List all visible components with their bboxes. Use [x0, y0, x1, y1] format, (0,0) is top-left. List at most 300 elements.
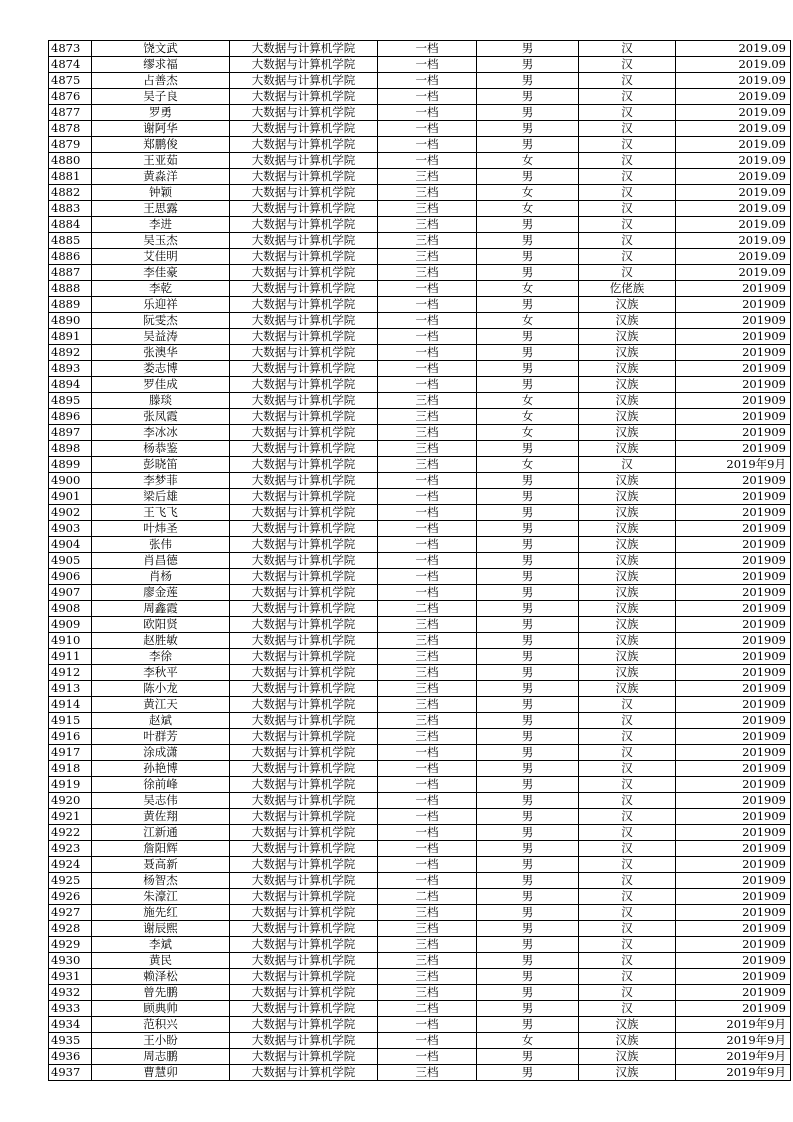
aid-level-cell: 一档: [378, 809, 477, 825]
college-cell: 大数据与计算机学院: [230, 905, 378, 921]
aid-level-cell: 三档: [378, 169, 477, 185]
row-number-cell: 4886: [49, 249, 92, 265]
row-number-cell: 4878: [49, 121, 92, 137]
ethnicity-cell: 汉: [579, 889, 676, 905]
college-cell: 大数据与计算机学院: [230, 697, 378, 713]
table-row: [49, 825, 791, 841]
college-cell: 大数据与计算机学院: [230, 329, 378, 345]
enrollment-date-cell: 201909: [676, 649, 791, 665]
row-number-cell: 4891: [49, 329, 92, 345]
enrollment-date-cell: 201909: [676, 553, 791, 569]
ethnicity-cell: 汉族: [579, 505, 676, 521]
aid-level-cell: 三档: [378, 185, 477, 201]
aid-level-cell: 一档: [378, 153, 477, 169]
student-name-cell: 吴子良: [92, 89, 230, 105]
gender-cell: 男: [477, 473, 579, 489]
gender-cell: 男: [477, 617, 579, 633]
table-row: [49, 953, 791, 969]
row-number-cell: 4909: [49, 617, 92, 633]
college-cell: 大数据与计算机学院: [230, 313, 378, 329]
student-name-cell: 梁后雄: [92, 489, 230, 505]
table-row: [49, 841, 791, 857]
table-row: [49, 1033, 791, 1049]
ethnicity-cell: 汉: [579, 57, 676, 73]
table-row: [49, 297, 791, 313]
student-name-cell: 李秋平: [92, 665, 230, 681]
gender-cell: 男: [477, 825, 579, 841]
table-row: [49, 761, 791, 777]
college-cell: 大数据与计算机学院: [230, 873, 378, 889]
college-cell: 大数据与计算机学院: [230, 153, 378, 169]
enrollment-date-cell: 201909: [676, 921, 791, 937]
ethnicity-cell: 汉族: [579, 441, 676, 457]
gender-cell: 男: [477, 809, 579, 825]
table-row: [49, 857, 791, 873]
enrollment-date-cell: 201909: [676, 297, 791, 313]
enrollment-date-cell: 2019.09: [676, 233, 791, 249]
aid-level-cell: 一档: [378, 361, 477, 377]
gender-cell: 男: [477, 537, 579, 553]
student-name-cell: 涂成潇: [92, 745, 230, 761]
table-row: [49, 313, 791, 329]
student-name-cell: 廖金莲: [92, 585, 230, 601]
gender-cell: 女: [477, 185, 579, 201]
aid-level-cell: 三档: [378, 921, 477, 937]
aid-level-cell: 一档: [378, 297, 477, 313]
table-row: [49, 777, 791, 793]
table-row: [49, 345, 791, 361]
table-row: [49, 281, 791, 297]
gender-cell: 男: [477, 361, 579, 377]
college-cell: 大数据与计算机学院: [230, 1033, 378, 1049]
enrollment-date-cell: 201909: [676, 313, 791, 329]
row-number-cell: 4881: [49, 169, 92, 185]
aid-level-cell: 一档: [378, 537, 477, 553]
gender-cell: 男: [477, 761, 579, 777]
enrollment-date-cell: 201909: [676, 729, 791, 745]
aid-level-cell: 一档: [378, 585, 477, 601]
aid-level-cell: 一档: [378, 137, 477, 153]
gender-cell: 男: [477, 345, 579, 361]
student-name-cell: 张伟: [92, 537, 230, 553]
aid-level-cell: 二档: [378, 1001, 477, 1017]
student-name-cell: 谢阿华: [92, 121, 230, 137]
row-number-cell: 4877: [49, 105, 92, 121]
student-name-cell: 杨智杰: [92, 873, 230, 889]
table-row: [49, 553, 791, 569]
ethnicity-cell: 汉: [579, 937, 676, 953]
row-number-cell: 4905: [49, 553, 92, 569]
table-row: [49, 569, 791, 585]
college-cell: 大数据与计算机学院: [230, 169, 378, 185]
gender-cell: 男: [477, 633, 579, 649]
ethnicity-cell: 汉族: [579, 489, 676, 505]
ethnicity-cell: 汉: [579, 233, 676, 249]
row-number-cell: 4907: [49, 585, 92, 601]
gender-cell: 女: [477, 313, 579, 329]
row-number-cell: 4923: [49, 841, 92, 857]
row-number-cell: 4933: [49, 1001, 92, 1017]
ethnicity-cell: 汉族: [579, 617, 676, 633]
ethnicity-cell: 汉族: [579, 425, 676, 441]
student-name-cell: 曾先鹏: [92, 985, 230, 1001]
aid-level-cell: 一档: [378, 745, 477, 761]
enrollment-date-cell: 2019.09: [676, 73, 791, 89]
gender-cell: 男: [477, 57, 579, 73]
enrollment-date-cell: 2019.09: [676, 217, 791, 233]
student-name-cell: 叶群芳: [92, 729, 230, 745]
row-number-cell: 4913: [49, 681, 92, 697]
college-cell: 大数据与计算机学院: [230, 425, 378, 441]
aid-level-cell: 三档: [378, 633, 477, 649]
ethnicity-cell: 汉: [579, 825, 676, 841]
enrollment-date-cell: 201909: [676, 329, 791, 345]
college-cell: 大数据与计算机学院: [230, 249, 378, 265]
enrollment-date-cell: 201909: [676, 633, 791, 649]
gender-cell: 男: [477, 873, 579, 889]
gender-cell: 女: [477, 201, 579, 217]
table-row: [49, 809, 791, 825]
gender-cell: 女: [477, 425, 579, 441]
row-number-cell: 4920: [49, 793, 92, 809]
table-row: [49, 265, 791, 281]
enrollment-date-cell: 2019.09: [676, 185, 791, 201]
row-number-cell: 4919: [49, 777, 92, 793]
row-number-cell: 4874: [49, 57, 92, 73]
student-name-cell: 李佳豪: [92, 265, 230, 281]
table-row: [49, 633, 791, 649]
table-row: [49, 169, 791, 185]
college-cell: 大数据与计算机学院: [230, 745, 378, 761]
row-number-cell: 4895: [49, 393, 92, 409]
row-number-cell: 4932: [49, 985, 92, 1001]
ethnicity-cell: 汉: [579, 905, 676, 921]
table-row: [49, 201, 791, 217]
student-name-cell: 王飞飞: [92, 505, 230, 521]
college-cell: 大数据与计算机学院: [230, 281, 378, 297]
college-cell: 大数据与计算机学院: [230, 217, 378, 233]
student-name-cell: 周志鹏: [92, 1049, 230, 1065]
row-number-cell: 4917: [49, 745, 92, 761]
aid-level-cell: 一档: [378, 505, 477, 521]
ethnicity-cell: 汉族: [579, 1017, 676, 1033]
college-cell: 大数据与计算机学院: [230, 713, 378, 729]
gender-cell: 男: [477, 249, 579, 265]
aid-level-cell: 三档: [378, 953, 477, 969]
gender-cell: 女: [477, 409, 579, 425]
table-row: [49, 457, 791, 473]
ethnicity-cell: 汉: [579, 745, 676, 761]
enrollment-date-cell: 201909: [676, 489, 791, 505]
gender-cell: 女: [477, 1033, 579, 1049]
college-cell: 大数据与计算机学院: [230, 137, 378, 153]
aid-level-cell: 一档: [378, 41, 477, 57]
enrollment-date-cell: 201909: [676, 361, 791, 377]
student-name-cell: 缪求福: [92, 57, 230, 73]
table-body: [49, 41, 791, 1081]
college-cell: 大数据与计算机学院: [230, 537, 378, 553]
college-cell: 大数据与计算机学院: [230, 361, 378, 377]
table-row: [49, 425, 791, 441]
row-number-cell: 4883: [49, 201, 92, 217]
college-cell: 大数据与计算机学院: [230, 457, 378, 473]
aid-level-cell: 一档: [378, 1017, 477, 1033]
ethnicity-cell: 汉: [579, 873, 676, 889]
row-number-cell: 4898: [49, 441, 92, 457]
enrollment-date-cell: 2019年9月: [676, 1033, 791, 1049]
college-cell: 大数据与计算机学院: [230, 377, 378, 393]
enrollment-date-cell: 2019.09: [676, 249, 791, 265]
student-name-cell: 郑鹏俊: [92, 137, 230, 153]
ethnicity-cell: 汉族: [579, 633, 676, 649]
ethnicity-cell: 汉: [579, 841, 676, 857]
ethnicity-cell: 汉族: [579, 601, 676, 617]
college-cell: 大数据与计算机学院: [230, 473, 378, 489]
table-row: [49, 681, 791, 697]
ethnicity-cell: 汉: [579, 713, 676, 729]
aid-level-cell: 一档: [378, 521, 477, 537]
row-number-cell: 4926: [49, 889, 92, 905]
gender-cell: 男: [477, 1001, 579, 1017]
ethnicity-cell: 汉族: [579, 553, 676, 569]
gender-cell: 男: [477, 297, 579, 313]
student-name-cell: 王亚茹: [92, 153, 230, 169]
ethnicity-cell: 汉族: [579, 569, 676, 585]
enrollment-date-cell: 201909: [676, 393, 791, 409]
student-name-cell: 李乾: [92, 281, 230, 297]
table-row: [49, 73, 791, 89]
gender-cell: 男: [477, 889, 579, 905]
enrollment-date-cell: 2019.09: [676, 89, 791, 105]
table-row: [49, 729, 791, 745]
row-number-cell: 4901: [49, 489, 92, 505]
ethnicity-cell: 汉族: [579, 361, 676, 377]
gender-cell: 男: [477, 713, 579, 729]
enrollment-date-cell: 2019.09: [676, 57, 791, 73]
college-cell: 大数据与计算机学院: [230, 73, 378, 89]
ethnicity-cell: 汉: [579, 73, 676, 89]
enrollment-date-cell: 201909: [676, 857, 791, 873]
row-number-cell: 4903: [49, 521, 92, 537]
ethnicity-cell: 汉族: [579, 345, 676, 361]
row-number-cell: 4910: [49, 633, 92, 649]
enrollment-date-cell: 2019年9月: [676, 1065, 791, 1081]
student-name-cell: 李斌: [92, 937, 230, 953]
gender-cell: 男: [477, 505, 579, 521]
aid-level-cell: 一档: [378, 281, 477, 297]
enrollment-date-cell: 2019.09: [676, 41, 791, 57]
gender-cell: 男: [477, 745, 579, 761]
aid-level-cell: 三档: [378, 425, 477, 441]
enrollment-date-cell: 201909: [676, 953, 791, 969]
gender-cell: 男: [477, 729, 579, 745]
row-number-cell: 4899: [49, 457, 92, 473]
row-number-cell: 4888: [49, 281, 92, 297]
row-number-cell: 4897: [49, 425, 92, 441]
enrollment-date-cell: 201909: [676, 889, 791, 905]
ethnicity-cell: 汉: [579, 697, 676, 713]
ethnicity-cell: 汉族: [579, 393, 676, 409]
enrollment-date-cell: 201909: [676, 601, 791, 617]
college-cell: 大数据与计算机学院: [230, 409, 378, 425]
student-name-cell: 范积兴: [92, 1017, 230, 1033]
row-number-cell: 4928: [49, 921, 92, 937]
enrollment-date-cell: 201909: [676, 617, 791, 633]
ethnicity-cell: 汉: [579, 249, 676, 265]
aid-level-cell: 三档: [378, 441, 477, 457]
gender-cell: 男: [477, 969, 579, 985]
aid-level-cell: 三档: [378, 409, 477, 425]
table-row: [49, 489, 791, 505]
college-cell: 大数据与计算机学院: [230, 857, 378, 873]
student-name-cell: 吴志伟: [92, 793, 230, 809]
row-number-cell: 4902: [49, 505, 92, 521]
gender-cell: 男: [477, 41, 579, 57]
gender-cell: 男: [477, 793, 579, 809]
gender-cell: 男: [477, 953, 579, 969]
table-row: [49, 121, 791, 137]
table-row: [49, 793, 791, 809]
student-name-cell: 周鑫霞: [92, 601, 230, 617]
row-number-cell: 4885: [49, 233, 92, 249]
student-name-cell: 李冰冰: [92, 425, 230, 441]
gender-cell: 男: [477, 1017, 579, 1033]
aid-level-cell: 一档: [378, 1033, 477, 1049]
student-name-cell: 黄民: [92, 953, 230, 969]
student-name-cell: 吴益涛: [92, 329, 230, 345]
student-name-cell: 曹慧卯: [92, 1065, 230, 1081]
row-number-cell: 4935: [49, 1033, 92, 1049]
enrollment-date-cell: 2019年9月: [676, 1049, 791, 1065]
aid-level-cell: 三档: [378, 457, 477, 473]
table-row: [49, 409, 791, 425]
enrollment-date-cell: 2019年9月: [676, 457, 791, 473]
table-row: [49, 713, 791, 729]
student-name-cell: 杨恭鉴: [92, 441, 230, 457]
college-cell: 大数据与计算机学院: [230, 969, 378, 985]
gender-cell: 男: [477, 521, 579, 537]
college-cell: 大数据与计算机学院: [230, 505, 378, 521]
row-number-cell: 4929: [49, 937, 92, 953]
row-number-cell: 4911: [49, 649, 92, 665]
table-row: [49, 1065, 791, 1081]
gender-cell: 男: [477, 377, 579, 393]
gender-cell: 女: [477, 457, 579, 473]
college-cell: 大数据与计算机学院: [230, 985, 378, 1001]
table-row: [49, 697, 791, 713]
college-cell: 大数据与计算机学院: [230, 441, 378, 457]
ethnicity-cell: 汉: [579, 185, 676, 201]
enrollment-date-cell: 2019年9月: [676, 1017, 791, 1033]
table-row: [49, 905, 791, 921]
aid-level-cell: 一档: [378, 793, 477, 809]
aid-level-cell: 三档: [378, 249, 477, 265]
ethnicity-cell: 汉: [579, 793, 676, 809]
enrollment-date-cell: 201909: [676, 809, 791, 825]
table-row: [49, 521, 791, 537]
table-row: [49, 1001, 791, 1017]
college-cell: 大数据与计算机学院: [230, 841, 378, 857]
aid-level-cell: 一档: [378, 873, 477, 889]
table-row: [49, 745, 791, 761]
aid-level-cell: 三档: [378, 265, 477, 281]
gender-cell: 男: [477, 105, 579, 121]
ethnicity-cell: 汉: [579, 777, 676, 793]
gender-cell: 男: [477, 217, 579, 233]
table-row: [49, 921, 791, 937]
college-cell: 大数据与计算机学院: [230, 553, 378, 569]
table-row: [49, 233, 791, 249]
ethnicity-cell: 汉: [579, 1001, 676, 1017]
student-name-cell: 詹阳辉: [92, 841, 230, 857]
row-number-cell: 4894: [49, 377, 92, 393]
table-row: [49, 601, 791, 617]
enrollment-date-cell: 201909: [676, 681, 791, 697]
ethnicity-cell: 汉: [579, 137, 676, 153]
student-name-cell: 艾佳明: [92, 249, 230, 265]
row-number-cell: 4887: [49, 265, 92, 281]
gender-cell: 男: [477, 441, 579, 457]
student-name-cell: 罗佳成: [92, 377, 230, 393]
table-row: [49, 617, 791, 633]
enrollment-date-cell: 201909: [676, 665, 791, 681]
aid-level-cell: 三档: [378, 393, 477, 409]
table-row: [49, 665, 791, 681]
aid-level-cell: 三档: [378, 713, 477, 729]
student-name-cell: 肖昌德: [92, 553, 230, 569]
college-cell: 大数据与计算机学院: [230, 889, 378, 905]
row-number-cell: 4900: [49, 473, 92, 489]
table-row: [49, 505, 791, 521]
college-cell: 大数据与计算机学院: [230, 649, 378, 665]
ethnicity-cell: 汉: [579, 729, 676, 745]
student-name-cell: 陈小龙: [92, 681, 230, 697]
student-name-cell: 王小盼: [92, 1033, 230, 1049]
aid-level-cell: 一档: [378, 825, 477, 841]
student-name-cell: 乐迎祥: [92, 297, 230, 313]
aid-level-cell: 三档: [378, 233, 477, 249]
student-name-cell: 徐前峰: [92, 777, 230, 793]
college-cell: 大数据与计算机学院: [230, 681, 378, 697]
aid-level-cell: 三档: [378, 681, 477, 697]
ethnicity-cell: 汉族: [579, 297, 676, 313]
student-name-cell: 钟颖: [92, 185, 230, 201]
ethnicity-cell: 汉族: [579, 1033, 676, 1049]
table-row: [49, 329, 791, 345]
ethnicity-cell: 汉: [579, 217, 676, 233]
enrollment-date-cell: 201909: [676, 985, 791, 1001]
college-cell: 大数据与计算机学院: [230, 777, 378, 793]
aid-level-cell: 一档: [378, 1049, 477, 1065]
college-cell: 大数据与计算机学院: [230, 953, 378, 969]
aid-level-cell: 三档: [378, 905, 477, 921]
aid-level-cell: 一档: [378, 857, 477, 873]
college-cell: 大数据与计算机学院: [230, 393, 378, 409]
row-number-cell: 4882: [49, 185, 92, 201]
enrollment-date-cell: 201909: [676, 825, 791, 841]
table-row: [49, 41, 791, 57]
aid-level-cell: 一档: [378, 313, 477, 329]
student-name-cell: 赖泽松: [92, 969, 230, 985]
table-row: [49, 105, 791, 121]
gender-cell: 女: [477, 153, 579, 169]
student-name-cell: 张澳华: [92, 345, 230, 361]
aid-level-cell: 一档: [378, 377, 477, 393]
ethnicity-cell: 汉: [579, 985, 676, 1001]
row-number-cell: 4924: [49, 857, 92, 873]
table-row: [49, 585, 791, 601]
enrollment-date-cell: 2019.09: [676, 153, 791, 169]
